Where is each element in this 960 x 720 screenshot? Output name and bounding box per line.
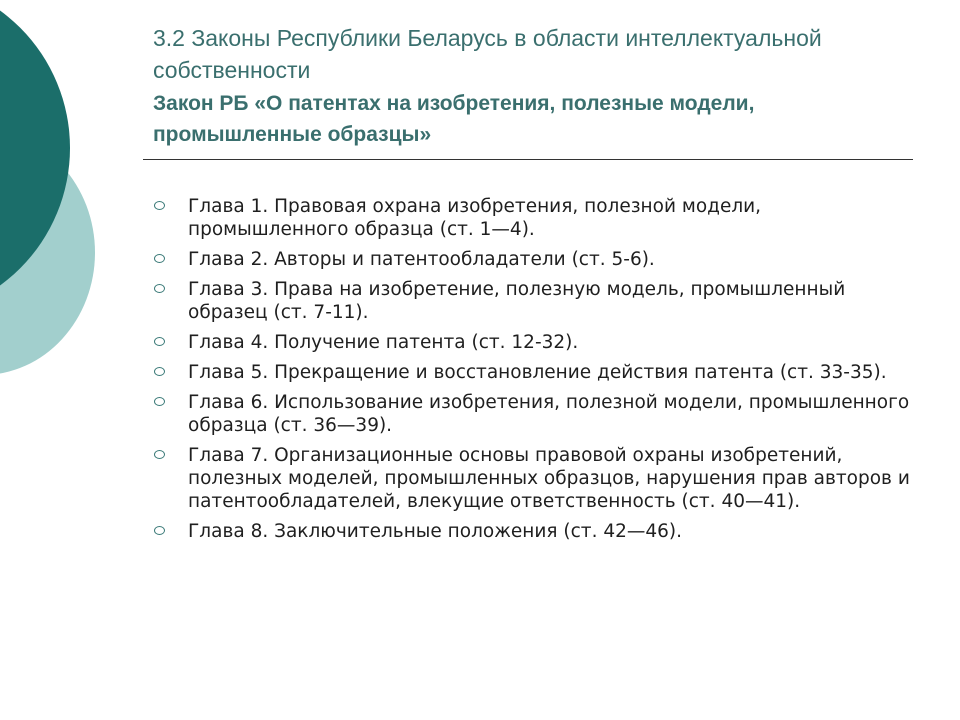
title-divider bbox=[143, 159, 913, 160]
list-item bbox=[152, 361, 912, 384]
list-item-text: Глава 8. Заключительные положения (ст. 42—46). bbox=[188, 521, 683, 542]
list-item bbox=[152, 391, 912, 437]
list-item-text: Глава 6. Использование изобретения, полезной модели, промышленного образца (ст. 36—39). bbox=[188, 392, 910, 436]
title-line-1: 3.2 Законы Республики Беларусь в области интеллектуальной собственности bbox=[153, 25, 822, 83]
list-item-text: Глава 2. Авторы и патентообладатели (ст. 5-6). bbox=[188, 249, 655, 270]
list-item bbox=[152, 195, 912, 241]
list-item-text: Глава 1. Правовая охрана изобретения, полезной модели, промышленного образца (ст. 1—4). bbox=[188, 196, 762, 240]
list-item bbox=[152, 444, 912, 513]
bullet-icon bbox=[154, 284, 165, 293]
list-item bbox=[152, 331, 912, 354]
bullet-icon bbox=[154, 201, 165, 210]
list-item bbox=[152, 278, 912, 324]
list-item bbox=[152, 520, 912, 543]
slide-title bbox=[153, 22, 913, 150]
title-line-2: Закон РБ «О патентах на изобретения, полезные модели, промышленные образцы» bbox=[153, 92, 755, 146]
bullet-icon bbox=[154, 526, 165, 535]
list-item-text: Глава 7. Организационные основы правовой охраны изобретений, полезных моделей, промышленных образцов, нарушения прав авторов и патентообладателей, влекущие ответственность (ст. 40—41). bbox=[188, 445, 910, 512]
bullet-icon bbox=[154, 367, 165, 376]
list-item-text: Глава 5. Прекращение и восстановление действия патента (ст. 33-35). bbox=[188, 362, 887, 383]
list-item bbox=[152, 248, 912, 271]
list-item-text: Глава 4. Получение патента (ст. 12-32). bbox=[188, 332, 579, 353]
bullet-icon bbox=[154, 337, 165, 346]
bullet-icon bbox=[154, 254, 165, 263]
bullet-icon bbox=[154, 397, 165, 406]
chapter-list bbox=[152, 195, 912, 550]
bullet-icon bbox=[154, 450, 165, 459]
list-item-text: Глава 3. Права на изобретение, полезную модель, промышленный образец (ст. 7-11). bbox=[188, 279, 846, 323]
